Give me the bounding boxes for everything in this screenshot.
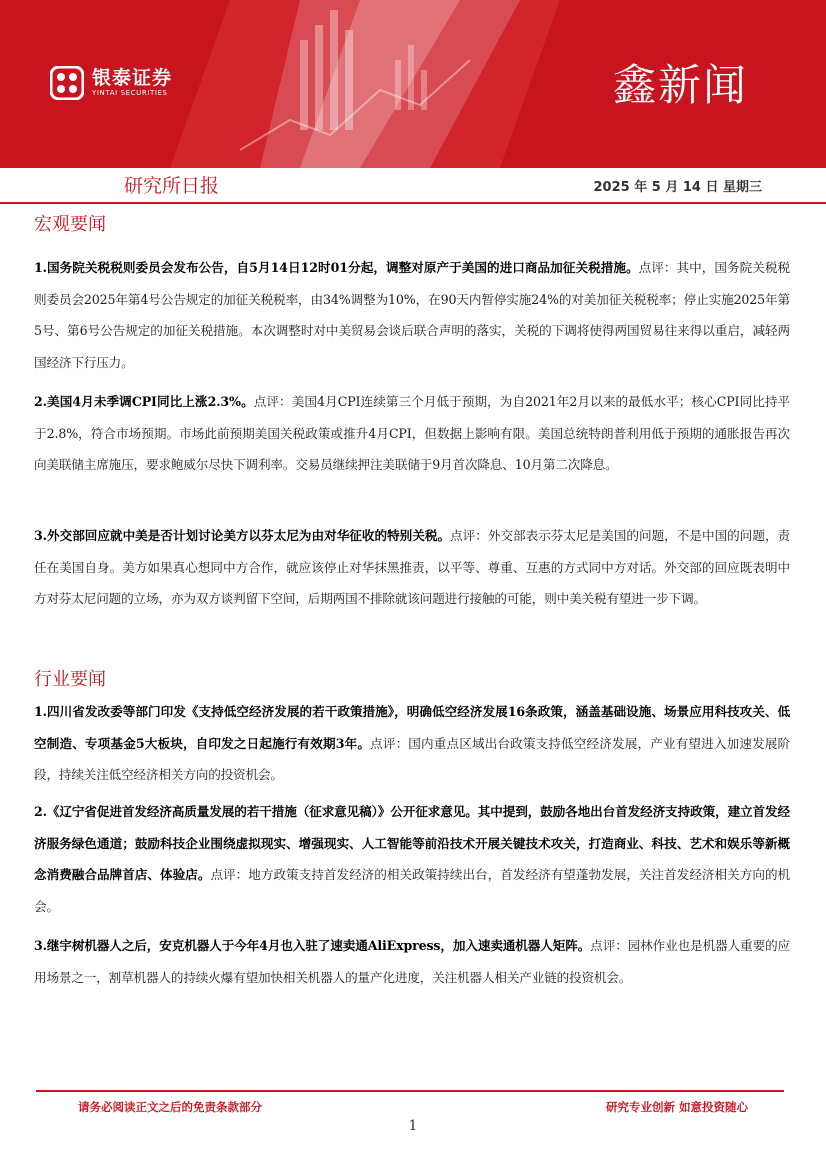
news-comment: 点评：地方政策支持首发经济的相关政策持续出台，首发经济有望蓬勃发展，关注首发经济相关方向的机会。 (34, 867, 790, 914)
page-number: 1 (408, 1118, 418, 1134)
header-divider (0, 202, 826, 204)
news-headline: 2.《辽宁省促进首发经济高质量发展的若干措施（征求意见稿）》公开征求意见。其中提到，鼓励各地出台首发经济支持政策，建立首发经济服务绿色通道；鼓励科技企业围绕虚拟现实、增强现实、人工智能等前沿技术开展关键技术攻关，打造商业、科技、艺术和娱乐等新概念消费融合品牌首店、体验店。 (34, 804, 790, 882)
report-title: 研究所日报 (124, 175, 220, 197)
news-item (34, 386, 790, 481)
news-comment: 点评：外交部表示芬太尼是美国的问题，不是中国的问题，责任在美国自身。美方如果真心想同中方合作，就应该停止对华抹黑推责，以平等、尊重、互惠的方式同中方对话。外交部的回应既表明中方对芬太尼问题的立场，亦为双方谈判留下空间，后期两国不排除就该问题进行接触的可能，则中美关税有望进一步下调。 (34, 528, 790, 606)
news-headline: 1.四川省发改委等部门印发《支持低空经济发展的若干政策措施》，明确低空经济发展16条政策，涵盖基础设施、场景应用科技攻关、低空制造、专项基金5大板块，自印发之日起施行有效期3年。 (34, 704, 790, 751)
company-logo (50, 66, 172, 100)
news-headline: 2.美国4月未季调CPI同比上涨2.3%。 (34, 394, 254, 409)
news-item (34, 520, 790, 615)
logo-name-cn: 银泰证券 (92, 67, 173, 89)
news-item (34, 930, 790, 993)
logo-icon (50, 66, 84, 100)
company-slogan: 研究专业创新 如意投资随心 (605, 1100, 748, 1114)
news-headline: 3.继宇树机器人之后，安克机器人于今年4月也入驻了速卖通AliExpress，加入速卖通机器人矩阵。 (34, 938, 591, 953)
news-item (34, 696, 790, 791)
news-headline: 1.国务院关税税则委员会发布公告，自5月14日12时01分起，调整对原产于美国的进口商品加征关税措施。 (34, 260, 639, 275)
news-comment: 点评：国内重点区域出台政策支持低空经济发展，产业有望进入加速发展阶段，持续关注低空经济相关方向的投资机会。 (34, 735, 790, 782)
news-comment: 点评：其中，国务院关税税则委员会2025年第4号公告规定的加征关税税率，由34%调整为10%，在90天内暂停实施24%的对美加征关税税率；停止实施2025年第5号、第6号公告规定的加征关税措施。本次调整时对中美贸易会谈后联合声明的落实，关税的下调将使得两国贸易往来得以重启，减轻两国经济下行压力。 (34, 260, 791, 370)
news-comment: 点评：美国4月CPI连续第三个月低于预期，为自2021年2月以来的最低水平；核心CPI同比持平于2.8%，符合市场预期。市场此前预期美国关税政策或推升4月CPI，但数据上影响有限。美国总统特朗普利用低于预期的通胀报告再次向美联储主席施压，要求鲍威尔尽快下调利率。交易员继续押注美联储于9月首次降息、10月第二次降息。 (34, 394, 790, 472)
news-comment: 点评：园林作业也是机器人重要的应用场景之一，割草机器人的持续火爆有望加快相关机器人的量产化进度，关注机器人相关产业链的投资机会。 (34, 938, 790, 985)
news-item (34, 796, 790, 922)
news-item (34, 252, 790, 378)
section-heading-industry: 行业要闻 (34, 669, 106, 690)
news-headline: 3.外交部回应就中美是否计划讨论美方以芬太尼为由对华征收的特别关税。 (34, 528, 451, 543)
masthead-title: 鑫新闻 (613, 61, 748, 111)
footer-divider (36, 1090, 784, 1092)
section-heading-macro: 宏观要闻 (34, 214, 106, 235)
logo-name-en: YINTAI SECURITIES (92, 89, 168, 97)
disclaimer-note: 请务必阅读正文之后的免责条款部分 (78, 1100, 262, 1114)
header-banner (0, 0, 826, 168)
report-date: 2025 年 5 月 14 日 星期三 (593, 180, 762, 195)
